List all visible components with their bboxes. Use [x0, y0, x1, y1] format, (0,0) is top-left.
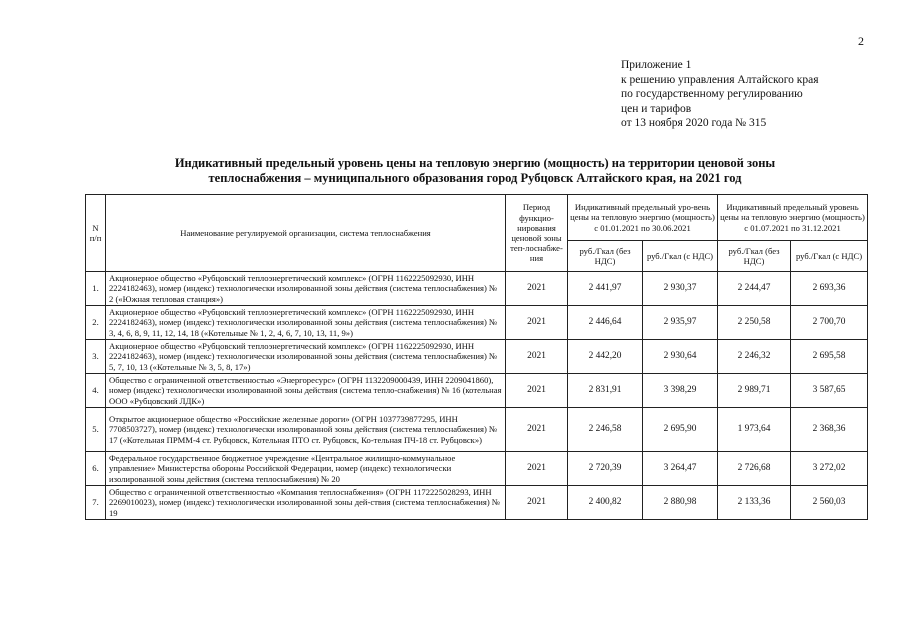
appendix-line: Приложение 1: [621, 59, 692, 71]
h2-price-no-vat: 2 246,32: [718, 340, 791, 374]
h2-price-vat: 2 700,70: [791, 306, 868, 340]
document-title-line: теплоснабжения – муниципального образования город Рубцовск Алтайского края, на 2021 год: [208, 171, 742, 185]
period-value: 2021: [506, 306, 568, 340]
period-value: 2021: [506, 272, 568, 306]
row-number: 2.: [86, 306, 106, 340]
header-num: N п/п: [86, 195, 106, 272]
h1-price-no-vat: 2 441,97: [568, 272, 643, 306]
h1-price-vat: 2 935,97: [643, 306, 718, 340]
table-row: [86, 374, 868, 408]
row-number: 5.: [86, 408, 106, 452]
table-row: [86, 408, 868, 452]
header-h1-group: Индикативный предельный уро-вень цены на тепловую энергию (мощность) с 01.01.2021 по 30.06.2021: [568, 195, 718, 241]
h1-price-no-vat: 2 246,58: [568, 408, 643, 452]
h1-price-no-vat: 2 400,82: [568, 486, 643, 520]
table-row: [86, 306, 868, 340]
organization-name: Общество с ограниченной ответственностью «Энергоресурс» (ОГРН 1132209000439, ИНН 2209041860), номер (индекс) технологически изолированной зоны действия (система тепло-снабжения) № 16 (котельная ООО «Рубцовский ЛДК»): [106, 374, 506, 408]
h1-price-vat: 3 398,29: [643, 374, 718, 408]
h2-price-vat: 2 693,36: [791, 272, 868, 306]
h2-price-vat: 3 587,65: [791, 374, 868, 408]
period-value: 2021: [506, 374, 568, 408]
document-title: [110, 156, 840, 186]
header-h1-vat: руб./Гкал (с НДС): [643, 241, 718, 272]
row-number: 1.: [86, 272, 106, 306]
h1-price-vat: 3 264,47: [643, 452, 718, 486]
table-row: [86, 486, 868, 520]
header-h2-vat: руб./Гкал (с НДС): [791, 241, 868, 272]
period-value: 2021: [506, 452, 568, 486]
h1-price-vat: 2 695,90: [643, 408, 718, 452]
h1-price-vat: 2 880,98: [643, 486, 718, 520]
table-row: [86, 452, 868, 486]
header-period: Период функцио-нирования ценовой зоны теп-лоснабже-ния: [506, 195, 568, 272]
document-title-line: Индикативный предельный уровень цены на тепловую энергию (мощность) на территории ценовой зоны: [174, 156, 776, 170]
h2-price-vat: 3 272,02: [791, 452, 868, 486]
appendix-block: [621, 58, 819, 131]
period-value: 2021: [506, 340, 568, 374]
h2-price-no-vat: 2 244,47: [718, 272, 791, 306]
organization-name: Открытое акционерное общество «Российские железные дороги» (ОГРН 1037739877295, ИНН 7708503727), номер (индекс) технологически изолированной зоны действия (система теплоснабжения) № 17 («Котельная ПРММ-4 ст. Рубцовск, Котельная ПТО ст. Рубцовск, Ко-тельная ПЧ-18 ст. Рубцовск»): [106, 408, 506, 452]
organization-name: Акционерное общество «Рубцовский теплоэнергетический комплекс» (ОГРН 1162225092930, ИНН 2224182463), номер (индекс) технологически изолированной зоны действия (система теплоснабжения) № 2 («Южная тепловая станция»): [106, 272, 506, 306]
row-number: 4.: [86, 374, 106, 408]
organization-name: Акционерное общество «Рубцовский теплоэнергетический комплекс» (ОГРН 1162225092930, ИНН 2224182463), номер (индекс) технологически изолированной зоны действия (система теплоснабжения) № 3, 4, 6, 8, 9, 11, 12, 14, 18 («Котельные № 1, 2, 4, 6, 7, 10, 13, 11, 9»): [106, 306, 506, 340]
h1-price-no-vat: 2 720,39: [568, 452, 643, 486]
period-value: 2021: [506, 408, 568, 452]
period-value: 2021: [506, 486, 568, 520]
h1-price-vat: 2 930,37: [643, 272, 718, 306]
row-number: 3.: [86, 340, 106, 374]
h1-price-vat: 2 930,64: [643, 340, 718, 374]
h2-price-no-vat: 2 989,71: [718, 374, 791, 408]
table-row: [86, 340, 868, 374]
h1-price-no-vat: 2 442,20: [568, 340, 643, 374]
h2-price-vat: 2 560,03: [791, 486, 868, 520]
appendix-line: к решению управления Алтайского края: [621, 73, 819, 86]
table-row: [86, 272, 868, 306]
price-table: [85, 194, 868, 520]
h2-price-vat: 2 368,36: [791, 408, 868, 452]
h1-price-no-vat: 2 446,64: [568, 306, 643, 340]
header-h2-no-vat: руб./Гкал (без НДС): [718, 241, 791, 272]
h1-price-no-vat: 2 831,91: [568, 374, 643, 408]
organization-name: Акционерное общество «Рубцовский теплоэнергетический комплекс» (ОГРН 1162225092930, ИНН 2224182463), номер (индекс) технологически изолированной зоны действия (система теплоснабжения) № 5, 7, 10, 13 («Котельные № 3, 5, 8, 17»): [106, 340, 506, 374]
header-organization: Наименование регулируемой организации, система теплоснабжения: [106, 195, 506, 272]
organization-name: Общество с ограниченной ответственностью «Компания теплоснабжения» (ОГРН 1172225028293, ИНН 2269010023), номер (индекс) технологически изолированной зоны дей-ствия (система теплоснабжения) № 19: [106, 486, 506, 520]
h2-price-no-vat: 2 250,58: [718, 306, 791, 340]
row-number: 6.: [86, 452, 106, 486]
header-h1-no-vat: руб./Гкал (без НДС): [568, 241, 643, 272]
h2-price-vat: 2 695,58: [791, 340, 868, 374]
page-number: 2: [858, 34, 864, 48]
h2-price-no-vat: 2 133,36: [718, 486, 791, 520]
h2-price-no-vat: 1 973,64: [718, 408, 791, 452]
header-h2-group: Индикативный предельный уровень цены на тепловую энергию (мощность) с 01.07.2021 по 31.12.2021: [718, 195, 868, 241]
appendix-line: цен и тарифов: [621, 102, 692, 115]
row-number: 7.: [86, 486, 106, 520]
appendix-line: по государственному регулированию: [621, 88, 803, 100]
organization-name: Федеральное государственное бюджетное учреждение «Центральное жилищно-коммунальное управление» Министерства обороны Российской Федерации, номер (индекс) технологически изолированной зоны действия (система теплоснабжения) № 20: [106, 452, 506, 486]
h2-price-no-vat: 2 726,68: [718, 452, 791, 486]
appendix-line: от 13 ноября 2020 года № 315: [621, 117, 767, 129]
